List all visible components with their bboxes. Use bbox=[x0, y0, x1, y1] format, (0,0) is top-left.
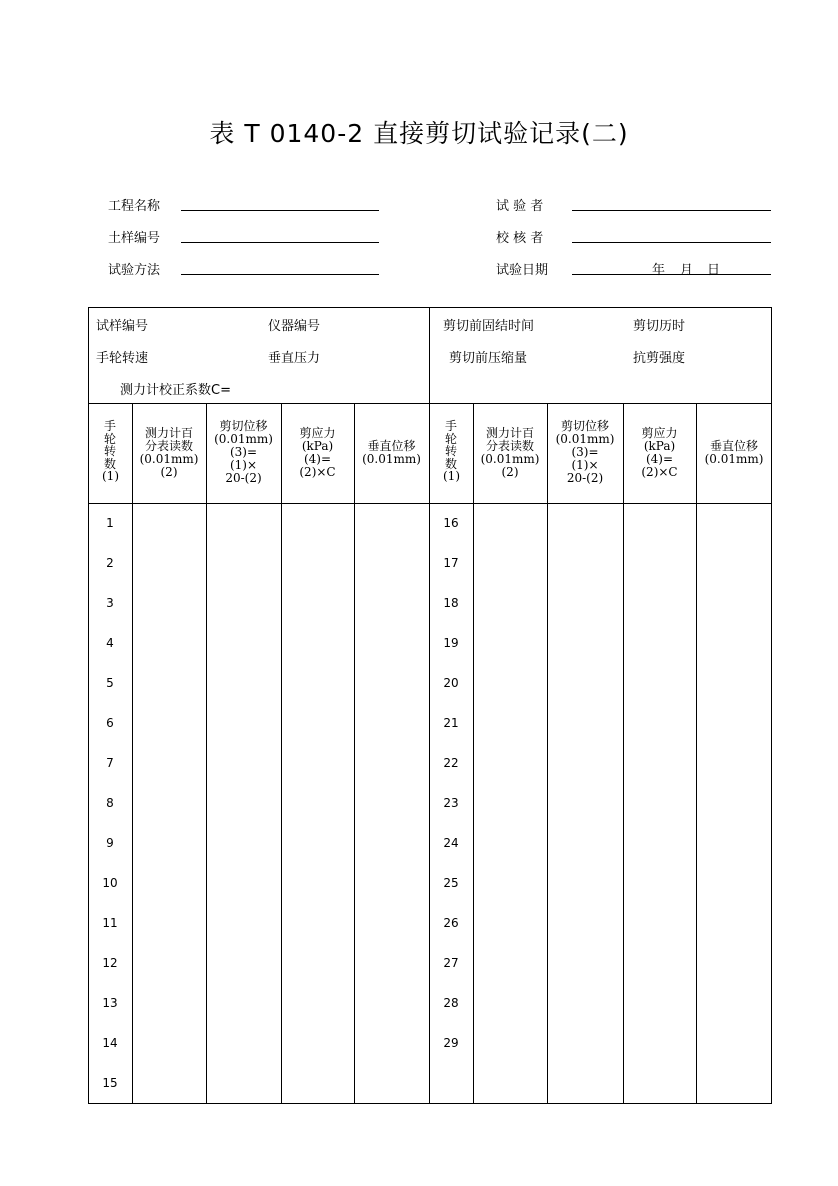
row-number: 27 bbox=[443, 956, 459, 970]
row-number: 9 bbox=[106, 836, 114, 850]
shear-strength-label: 抗剪强度 bbox=[633, 351, 686, 366]
col-header-dial-reading: 测力计百 分表读数 (0.01mm) (2) bbox=[480, 426, 540, 479]
col-rule bbox=[206, 403, 207, 1104]
sample-id-field[interactable] bbox=[181, 242, 379, 243]
date-year: 年 bbox=[652, 263, 666, 278]
row-number: 20 bbox=[443, 676, 459, 690]
tester-label: 试 验 者 bbox=[496, 199, 544, 214]
row-number: 12 bbox=[102, 956, 118, 970]
col-header-shear-displacement: 剪切位移 (0.01mm) (3)= (1)× 20-(2) bbox=[214, 419, 273, 485]
project-name-field[interactable] bbox=[181, 210, 379, 211]
col-rule bbox=[132, 403, 133, 1104]
test-date-field[interactable] bbox=[572, 274, 771, 275]
col-header-handwheel-turns: 手 轮 转 数 (1) bbox=[443, 419, 460, 483]
row-number: 8 bbox=[106, 796, 114, 810]
row-number: 5 bbox=[106, 676, 114, 690]
row-number: 10 bbox=[102, 876, 118, 890]
row-number: 16 bbox=[443, 516, 459, 530]
row-number: 6 bbox=[106, 716, 114, 730]
row-number: 15 bbox=[102, 1076, 118, 1090]
row-number: 29 bbox=[443, 1036, 459, 1050]
test-date-label: 试验日期 bbox=[496, 263, 549, 278]
col-rule bbox=[473, 403, 474, 1104]
test-method-field[interactable] bbox=[181, 274, 379, 275]
row-number: 28 bbox=[443, 996, 459, 1010]
row-number: 11 bbox=[102, 916, 118, 930]
handwheel-speed-label: 手轮转速 bbox=[96, 351, 149, 366]
date-day: 日 bbox=[707, 263, 721, 278]
row-number: 13 bbox=[102, 996, 118, 1010]
col-header-shear-displacement: 剪切位移 (0.01mm) (3)= (1)× 20-(2) bbox=[555, 419, 615, 485]
instrument-no-label: 仪器编号 bbox=[268, 319, 321, 334]
row-number: 21 bbox=[443, 716, 459, 730]
row-number: 22 bbox=[443, 756, 459, 770]
checker-label: 校 核 者 bbox=[496, 231, 544, 246]
col-header-dial-reading: 测力计百 分表读数 (0.01mm) (2) bbox=[139, 426, 199, 479]
consolidation-time-label: 剪切前固结时间 bbox=[443, 319, 535, 334]
row-number: 2 bbox=[106, 556, 114, 570]
row-number: 18 bbox=[443, 596, 459, 610]
col-header-handwheel-turns: 手 轮 转 数 (1) bbox=[102, 419, 119, 483]
col-header-vertical-displacement: 垂直位移 (0.01mm) bbox=[704, 439, 764, 466]
specimen-no-label: 试样编号 bbox=[96, 319, 149, 334]
row-number: 23 bbox=[443, 796, 459, 810]
page-title: 表 T 0140-2 直接剪切试验记录(二) bbox=[209, 119, 629, 148]
checker-field[interactable] bbox=[572, 242, 771, 243]
row-number: 25 bbox=[443, 876, 459, 890]
col-rule bbox=[354, 403, 355, 1104]
col-header-shear-stress: 剪应力 (kPa) (4)= (2)×C bbox=[299, 426, 336, 479]
col-rule bbox=[547, 403, 548, 1104]
center-divider bbox=[429, 307, 430, 1104]
header-bottom-rule bbox=[88, 503, 772, 504]
tester-field[interactable] bbox=[572, 210, 771, 211]
info-bottom-rule bbox=[88, 403, 772, 404]
col-rule bbox=[696, 403, 697, 1104]
row-number: 3 bbox=[106, 596, 114, 610]
row-number: 4 bbox=[106, 636, 114, 650]
col-rule bbox=[281, 403, 282, 1104]
row-number: 7 bbox=[106, 756, 114, 770]
row-number: 1 bbox=[106, 516, 114, 530]
vertical-pressure-label: 垂直压力 bbox=[268, 351, 321, 366]
col-header-vertical-displacement: 垂直位移 (0.01mm) bbox=[362, 439, 421, 466]
row-number: 14 bbox=[102, 1036, 118, 1050]
col-rule bbox=[623, 403, 624, 1104]
shear-duration-label: 剪切历时 bbox=[633, 319, 686, 334]
project-name-label: 工程名称 bbox=[108, 199, 161, 214]
test-method-label: 试验方法 bbox=[108, 263, 161, 278]
row-number: 24 bbox=[443, 836, 459, 850]
row-number: 26 bbox=[443, 916, 459, 930]
col-header-shear-stress: 剪应力 (kPa) (4)= (2)×C bbox=[641, 426, 678, 479]
dynamometer-coeff-label: 测力计校正系数C= bbox=[120, 383, 231, 398]
sample-id-label: 土样编号 bbox=[108, 231, 161, 246]
date-month: 月 bbox=[680, 263, 694, 278]
compression-label: 剪切前压缩量 bbox=[449, 351, 528, 366]
row-number: 19 bbox=[443, 636, 459, 650]
row-number: 17 bbox=[443, 556, 459, 570]
